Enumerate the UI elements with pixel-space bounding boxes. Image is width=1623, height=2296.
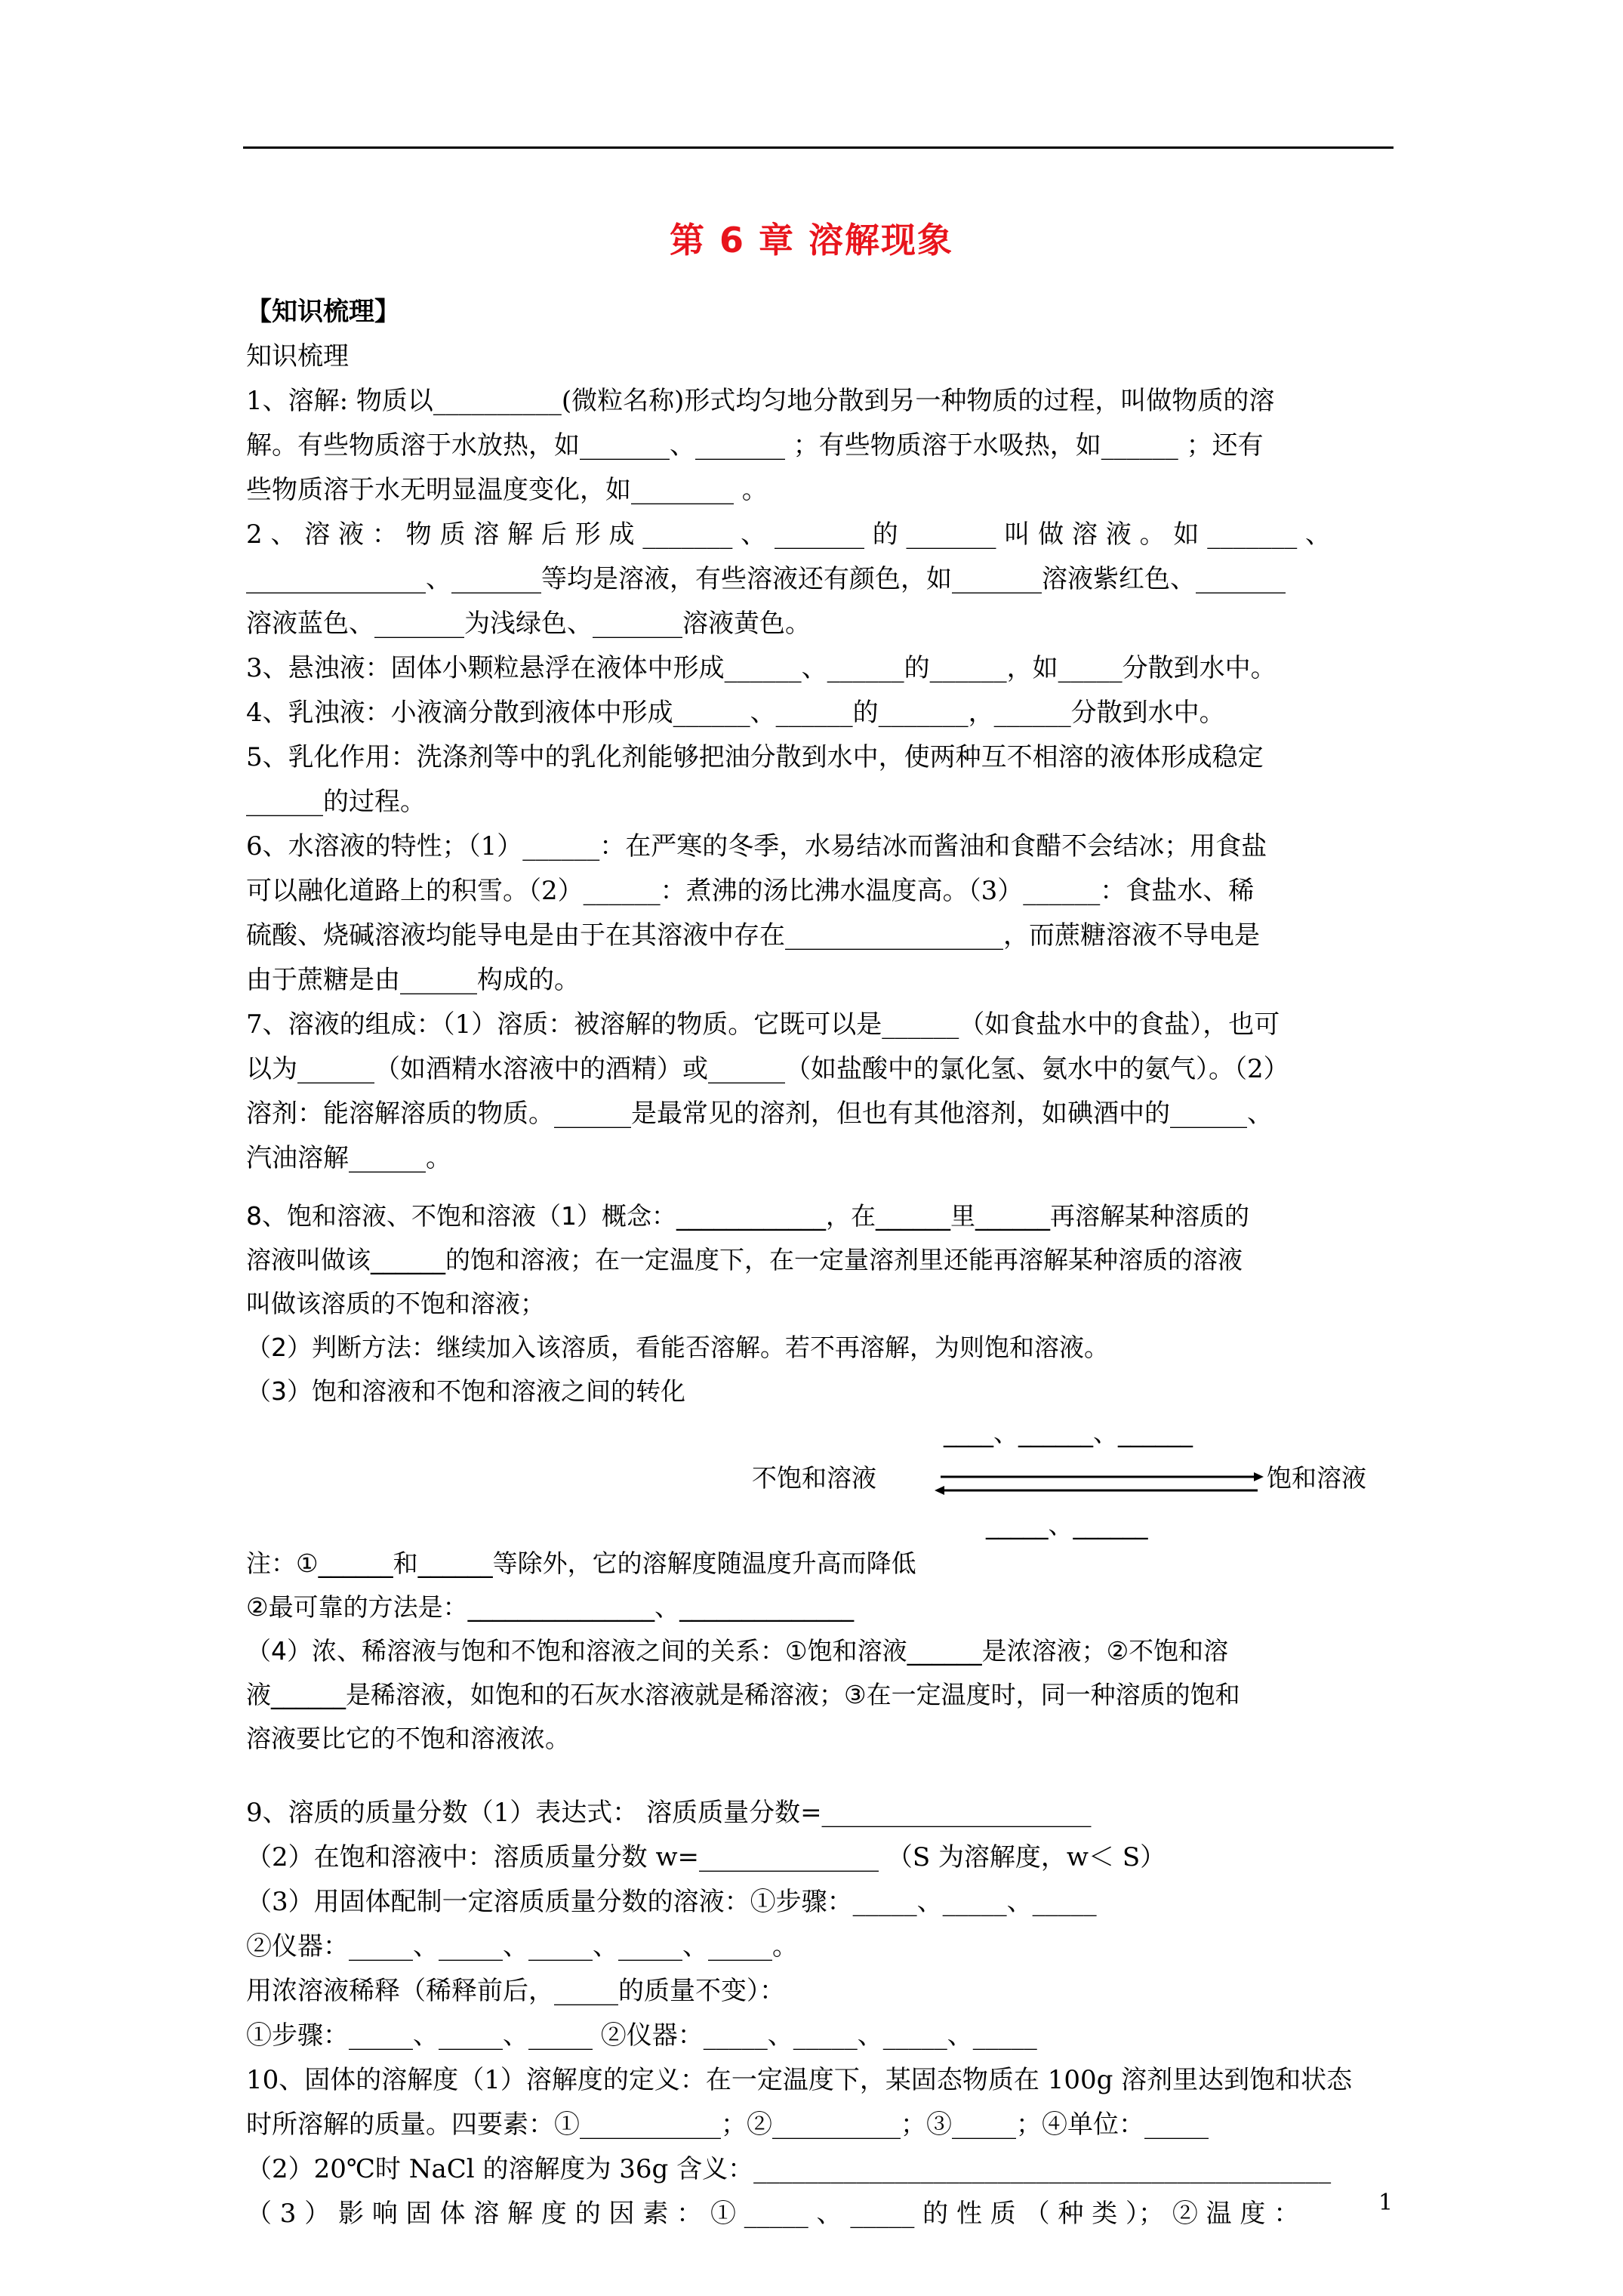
section-heading: 【知识梳理】 — [246, 297, 400, 327]
text-line: 由于蔗糖是由______构成的。 — [246, 965, 580, 995]
text-line: 10、固体的溶解度（1）溶解度的定义：在一定温度下，某固态物质在 100g 溶剂里达到饱和状态 — [246, 2065, 1353, 2095]
sub-heading: 知识梳理 — [246, 341, 349, 371]
text-line: 些物质溶于水无明显温度变化，如________ 。 — [246, 475, 768, 505]
text-line: （2）20℃时 NaCl 的溶解度为 36g 含义：_____________________________________________ — [246, 2154, 1332, 2184]
scan-line: （4）浓、稀溶液与饱和不饱和溶液之间的关系：①饱和溶液______是浓溶液；②不饱和溶 — [246, 1636, 1229, 1666]
header-rule — [243, 146, 1394, 149]
document-body — [246, 290, 1394, 2236]
unsaturated-label: 不饱和溶液 — [752, 1463, 876, 1493]
scan-line: 溶液要比它的不饱和溶液浓。 — [246, 1724, 570, 1753]
diagram-top-blanks: ____、______、______ — [944, 1418, 1193, 1447]
text-line: （3）用固体配制一定溶质质量分数的溶液：①步骤：_____、_____、_____ — [246, 1887, 1097, 1917]
text-line: 4、乳浊液：小液滴分散到液体中形成______、______的_______，______分散到水中。 — [246, 698, 1225, 728]
text-line: 用浓溶液稀释（稀释前后，_____的质量不变）： — [246, 1976, 785, 2006]
text-line: （2）在饱和溶液中：溶质质量分数 w=______________ （S 为溶解度，w＜ S） — [246, 1842, 1166, 1872]
text-line: 3、悬浊液：固体小颗粒悬浮在液体中形成______、______的______，如_____分散到水中。 — [246, 653, 1277, 683]
text-line: 可以融化道路上的积雪。（2）______：煮沸的汤比沸水温度高。（3）______：食盐水、稀 — [246, 876, 1255, 906]
text-line: ②仪器：_____、_____、_____、_____、_____。 — [246, 1931, 798, 1962]
scan-line: ②最可靠的方法是：_______________、______________ — [246, 1592, 855, 1622]
text-line: 7、溶液的组成：（1）溶质：被溶解的物质。它既可以是______（如食盐水中的食盐），也可 — [246, 1009, 1280, 1040]
text-line: 2 、 溶 液 ： 物 质 溶 解 后 形 成 _______ 、 _______ 的 _______ 叫 做 溶 液 。 如 _______ 、 — [246, 519, 1332, 550]
scanned-section — [246, 1194, 1394, 1761]
text-line: 9、溶质的质量分数（1）表达式： 溶质质量分数=_____________________ — [246, 1798, 1092, 1828]
saturated-label: 饱和溶液 — [1267, 1463, 1366, 1493]
text-line: 溶剂：能溶解溶质的物质。______是最常见的溶剂，但也有其他溶剂，如碘酒中的______、 — [246, 1099, 1273, 1129]
scan-line: 8、饱和溶液、不饱和溶液（1）概念：____________，在______里______再溶解某种溶质的 — [246, 1201, 1249, 1231]
text-line: （ 3 ） 影 响 固 体 溶 解 度 的 因 素 ： ① _____ 、 _____ 的 性 质 （ 种 类 ）； ② 温 度 ： — [246, 2199, 1300, 2229]
text-line: 时所溶解的质量。四要素：①___________；②__________；③_____；④单位：_____ — [246, 2110, 1209, 2140]
conversion-arrows-icon — [933, 1469, 1265, 1499]
text-line: 溶液蓝色、_______为浅绿色、_______溶液黄色。 — [246, 609, 811, 639]
text-line: ______________、_______等均是溶液，有些溶液还有颜色，如_______溶液紫红色、_______ — [246, 564, 1286, 594]
scan-line: 液______是稀溶液，如饱和的石灰水溶液就是稀溶液；③在一定温度时，同一种溶质的饱和 — [246, 1680, 1240, 1709]
scan-line: （3）饱和溶液和不饱和溶液之间的转化 — [246, 1376, 685, 1406]
text-line: ______的过程。 — [246, 787, 426, 817]
text-line: 汽油溶解______。 — [246, 1143, 451, 1173]
text-line: ①步骤：_____、_____、_____ ②仪器：_____、_____、_____、_____ — [246, 2020, 1037, 2051]
text-line: 解。有些物质溶于水放热，如_______、_______ ；有些物质溶于水吸热，如______ ；还有 — [246, 430, 1264, 461]
diagram-bottom-blanks: _____、______ — [986, 1510, 1148, 1539]
scan-line: 注：①______和______等除外，它的溶解度随温度升高而降低 — [246, 1549, 916, 1578]
part1-text — [246, 379, 1394, 1181]
page-title: 第 6 章 溶解现象 — [669, 220, 954, 260]
conversion-diagram — [246, 1413, 1394, 1542]
scan-line: （2）判断方法：继续加入该溶质，看能否溶解。若不再溶解，为则饱和溶液。 — [246, 1333, 1109, 1362]
scan-line: 溶液叫做该______的饱和溶液；在一定温度下，在一定量溶剂里还能再溶解某种溶质的溶液 — [246, 1245, 1243, 1274]
text-line: 6、水溶液的特性；（1）______：在严寒的冬季，水易结冰而酱油和食醋不会结冰；用食盐 — [246, 831, 1267, 861]
text-line: 5、乳化作用：洗涤剂等中的乳化剂能够把油分散到水中，使两种互不相溶的液体形成稳定 — [246, 742, 1264, 772]
text-line: 1、溶解: 物质以__________(微粒名称)形式均匀地分散到另一种物质的过程，叫做物质的溶 — [246, 386, 1275, 416]
text-line: 硫酸、烧碱溶液均能导电是由于在其溶液中存在_________________，而蔗糖溶液不导电是 — [246, 920, 1260, 951]
page-number: 1 — [1378, 2190, 1394, 2216]
text-line: 以为______（如酒精水溶液中的酒精）或______（如盐酸中的氯化氢、氨水中的氨气）。（2） — [246, 1054, 1289, 1084]
scan-line: 叫做该溶质的不饱和溶液； — [246, 1289, 545, 1318]
part2-text — [246, 1791, 1394, 2236]
